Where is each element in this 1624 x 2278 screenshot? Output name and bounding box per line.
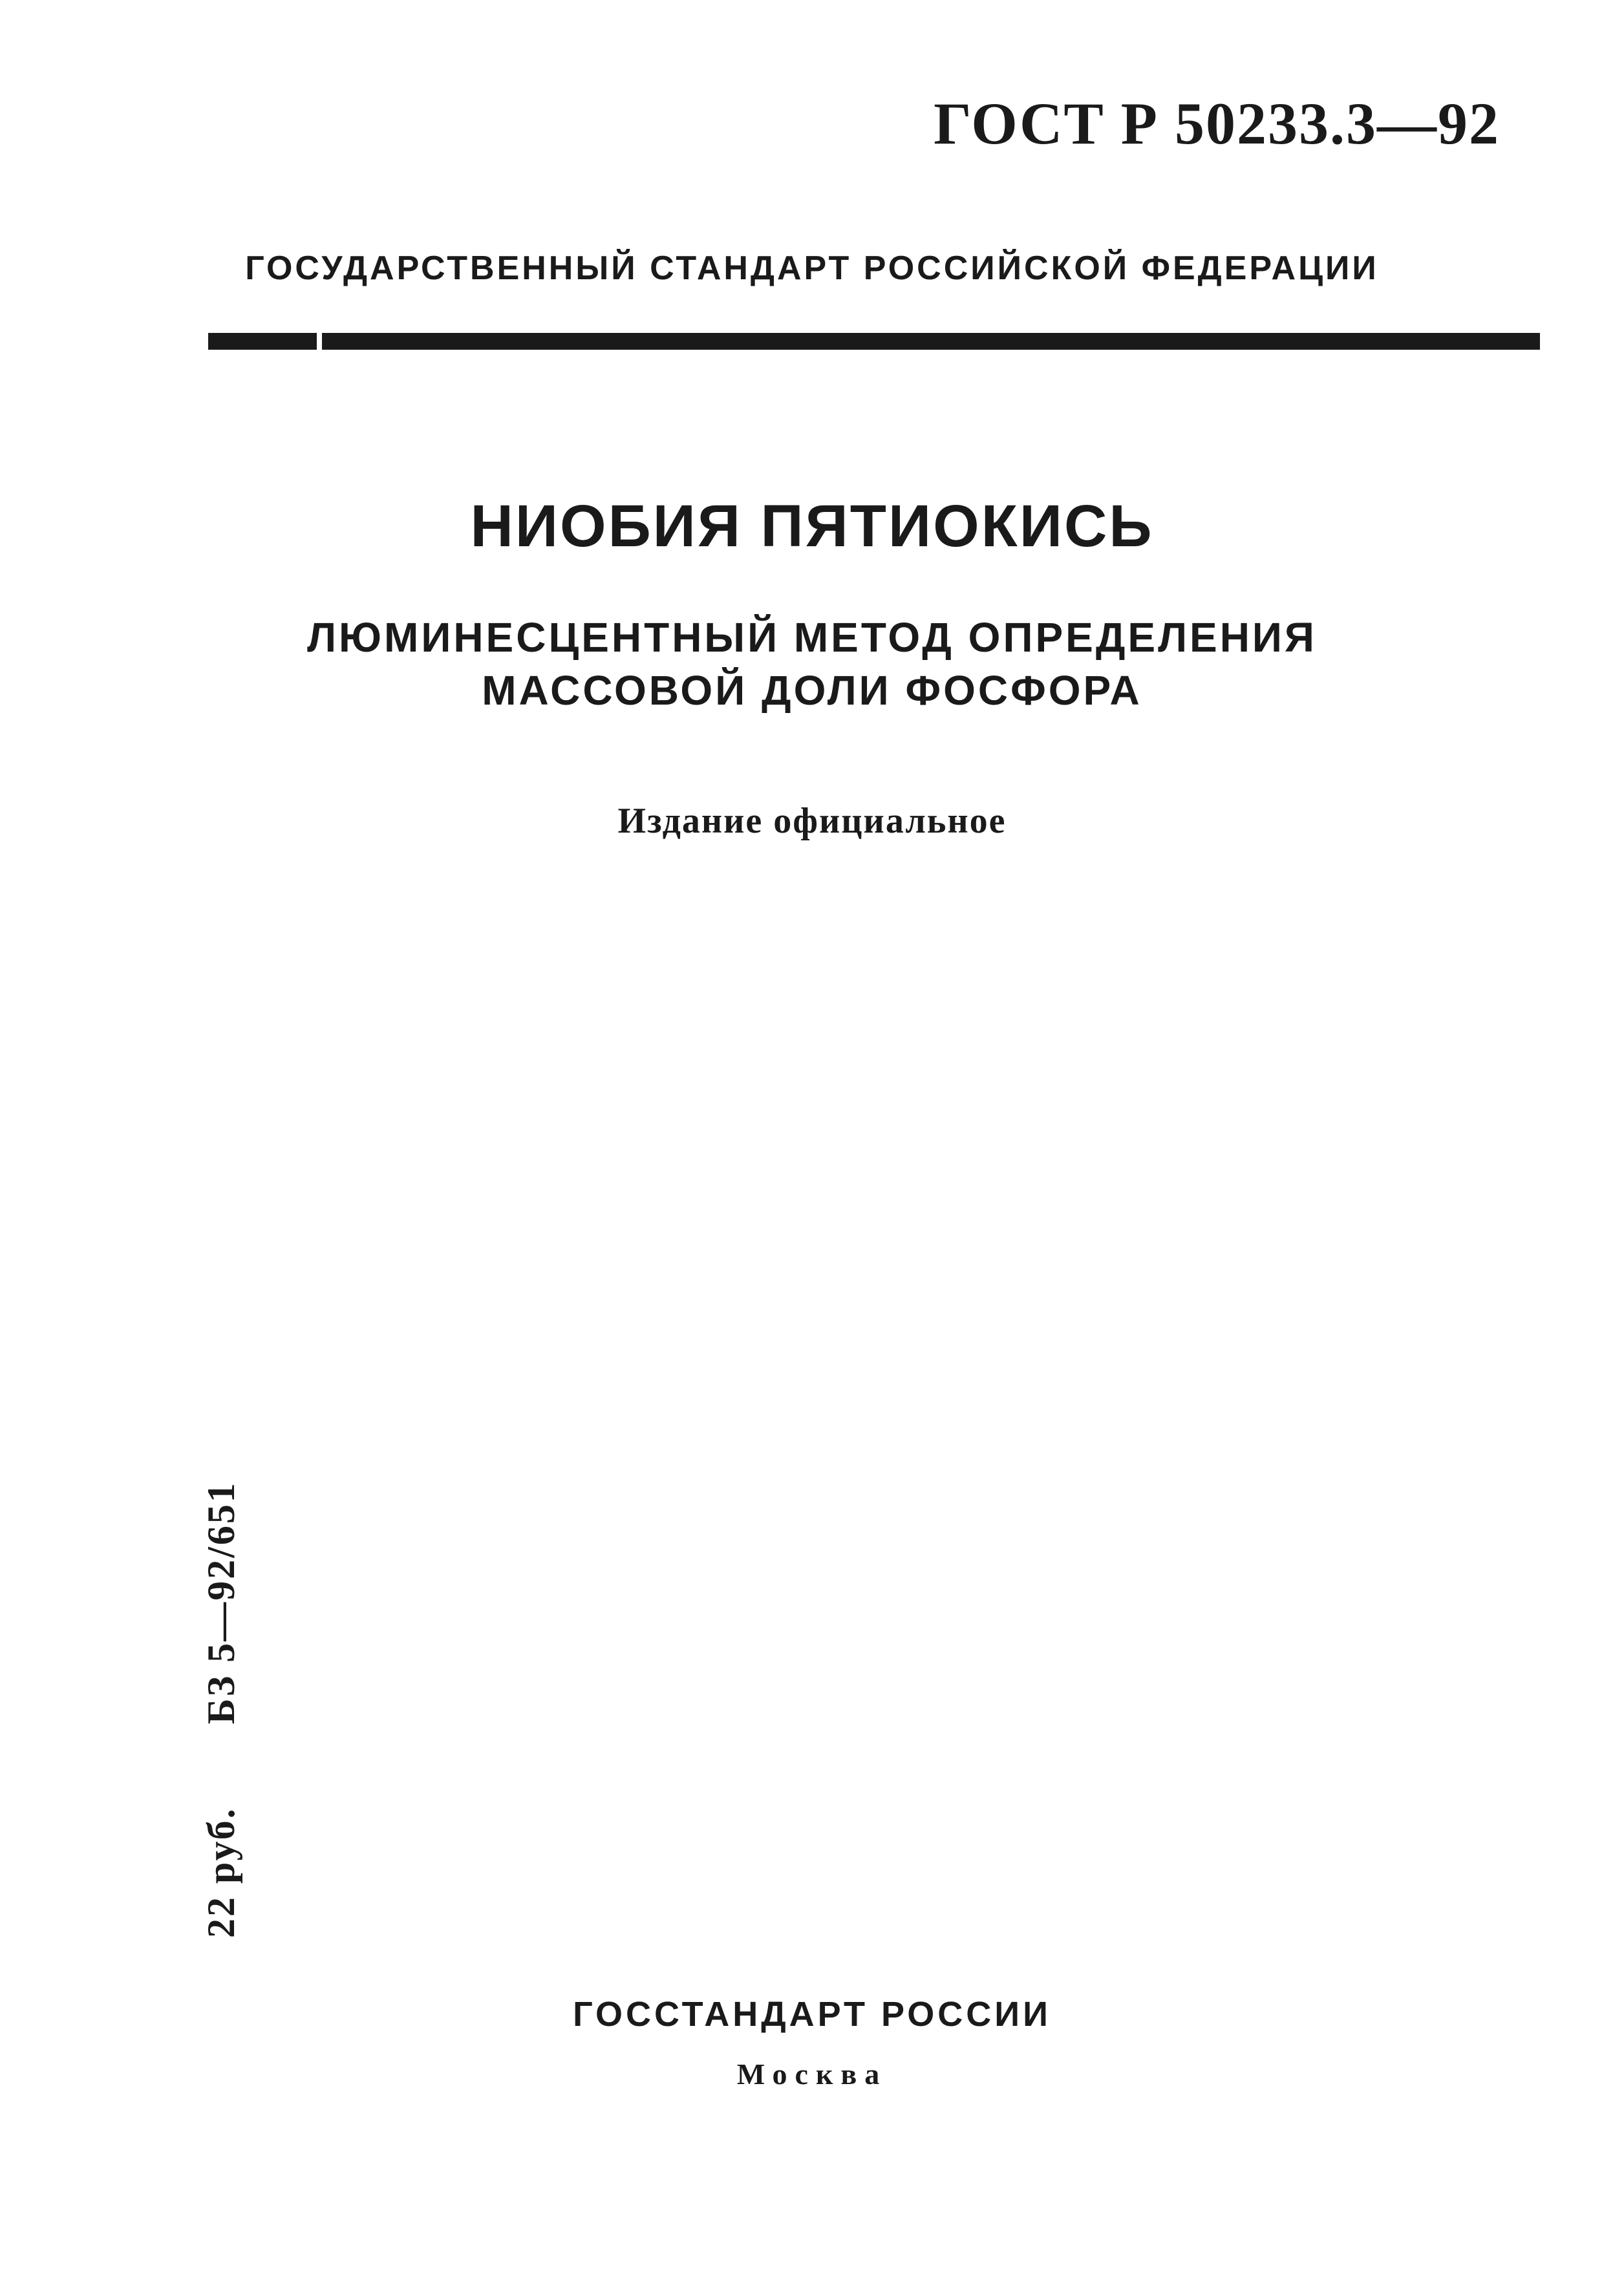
- subtitle-line-2: МАССОВОЙ ДОЛИ ФОСФОРА: [482, 667, 1142, 714]
- header-line: ГОСУДАРСТВЕННЫЙ СТАНДАРТ РОССИЙСКОЙ ФЕДЕРАЦИИ: [245, 250, 1379, 287]
- document-title: НИОБИЯ ПЯТИОКИСЬ: [470, 493, 1154, 559]
- publication-city: Москва: [736, 2058, 888, 2091]
- horizontal-rule: [208, 333, 1540, 350]
- side-info: [199, 1481, 244, 1938]
- standard-designation: ГОСТ Р 50233.3—92: [934, 90, 1500, 156]
- catalog-code: БЗ 5—92/651: [200, 1481, 242, 1725]
- publisher: ГОССТАНДАРТ РОССИИ: [573, 1995, 1051, 2034]
- document-subtitle: [0, 611, 1624, 717]
- horizontal-rule-gap: [317, 333, 322, 350]
- edition-note: Издание официальное: [617, 801, 1007, 841]
- price-label: 22 руб.: [200, 1807, 242, 1938]
- subtitle-line-1: ЛЮМИНЕСЦЕНТНЫЙ МЕТОД ОПРЕДЕЛЕНИЯ: [307, 614, 1317, 661]
